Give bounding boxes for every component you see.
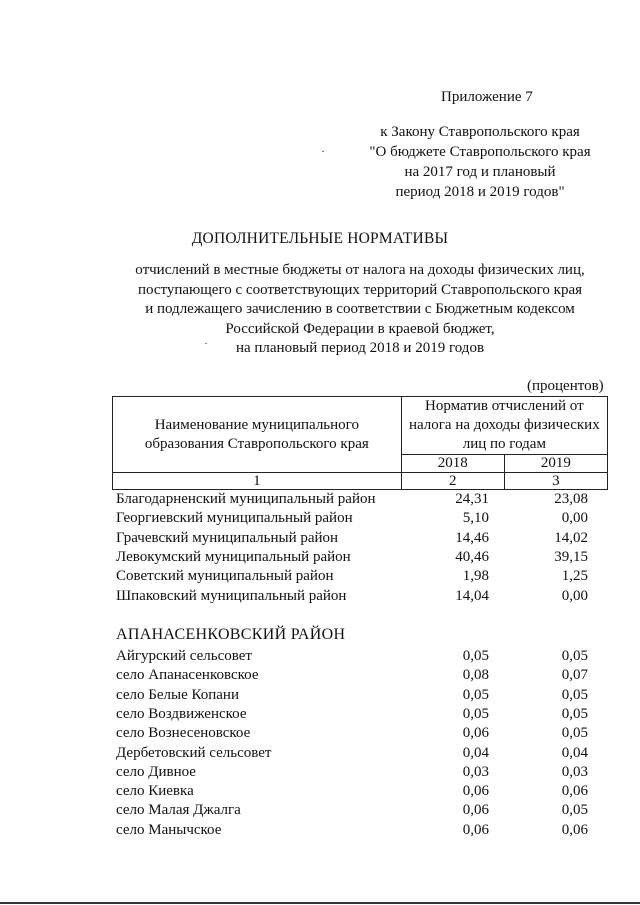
municipality-name: село Киевка — [116, 783, 194, 800]
value-2018: 0,05 — [462, 686, 489, 703]
value-2019: 1,25 — [561, 568, 588, 585]
value-2019: 0,04 — [561, 744, 588, 761]
municipality-name: Георгиевский муниципальный район — [116, 510, 353, 527]
value-2018: 0,06 — [462, 802, 489, 819]
header-text: Норматив отчислений от — [425, 398, 584, 414]
municipality-name: село Апанасенковское — [116, 667, 259, 684]
table-row — [0, 783, 640, 803]
table-row — [0, 491, 640, 511]
column-number-2: 2 — [401, 473, 504, 490]
municipality-name: Дербетовский сельсовет — [116, 744, 272, 761]
value-2018: 0,05 — [462, 648, 489, 664]
value-2018: 0,06 — [462, 821, 489, 838]
value-2019: 0,07 — [561, 667, 588, 684]
municipality-name: село Дивное — [116, 763, 196, 780]
value-2018: 14,46 — [455, 529, 489, 546]
value-2018: 0,06 — [462, 783, 489, 800]
value-2018: 5,10 — [462, 510, 489, 527]
subtitle-line: поступающего с соответствующих территорий Ставропольского края — [137, 281, 583, 298]
header-year-2019: 2019 — [504, 455, 607, 473]
municipality-name: Благодарненский муниципальный район — [116, 491, 376, 507]
table-row — [0, 667, 640, 687]
municipality-name: Левокумский муниципальный район — [116, 548, 351, 565]
municipality-name: Советский муниципальный район — [116, 568, 334, 585]
table-row — [0, 549, 640, 569]
appendix-line: к Закону Ставропольского края — [380, 124, 580, 140]
value-2019: 14,02 — [554, 529, 588, 546]
value-2019: 0,05 — [561, 802, 588, 819]
document-subtitle — [100, 261, 620, 359]
value-2019: 0,05 — [561, 705, 588, 722]
table-row — [0, 802, 640, 822]
appendix-line: "О бюджете Ставропольского края — [369, 144, 591, 160]
value-2018: 0,03 — [462, 763, 489, 780]
municipality-name: село Вознесеновское — [116, 725, 251, 742]
header-text: налога на доходы физических — [408, 417, 600, 433]
value-2019: 39,15 — [554, 548, 588, 565]
municipality-name: село Манычское — [116, 821, 222, 838]
header-text: лиц по годам — [462, 436, 546, 452]
table-row — [0, 725, 640, 745]
header-norm-column — [401, 397, 607, 455]
value-2018: 0,04 — [462, 744, 489, 761]
table-row — [0, 588, 640, 608]
subtitle-line: на плановый период 2018 и 2019 годов — [235, 340, 485, 356]
value-2018: 24,31 — [455, 491, 489, 507]
appendix-title: Приложение 7 — [441, 89, 533, 105]
value-2019: 0,03 — [561, 763, 588, 780]
municipality-name: село Воздвиженское — [116, 705, 247, 722]
value-2019: 0,00 — [561, 510, 588, 527]
table-row — [0, 530, 640, 550]
municipality-name: село Малая Джалга — [116, 802, 241, 819]
table-row — [0, 568, 640, 588]
municipality-name: Грачевский муниципальный район — [116, 529, 339, 546]
appendix-lines — [360, 122, 600, 202]
table-row — [0, 706, 640, 726]
value-2019: 23,08 — [554, 491, 588, 507]
value-2018: 14,04 — [455, 587, 489, 604]
table-header — [112, 396, 608, 490]
header-text: образования Ставропольского края — [144, 435, 369, 452]
table-row — [0, 648, 640, 668]
value-2019: 0,05 — [561, 725, 588, 742]
header-name-column — [113, 397, 402, 473]
section-title: АПАНАСЕНКОВСКИЙ РАЙОН — [116, 626, 346, 643]
table-row — [0, 822, 640, 842]
column-number-3: 3 — [504, 473, 607, 490]
table-row — [0, 745, 640, 765]
value-2019: 0,00 — [561, 587, 588, 604]
value-2019: 0,05 — [561, 686, 588, 703]
page-edge-line — [0, 902, 640, 904]
table-row — [0, 687, 640, 707]
value-2019: 0,05 — [561, 648, 588, 664]
value-2019: 0,06 — [561, 783, 588, 800]
value-2019: 0,06 — [561, 821, 588, 838]
document-title: ДОПОЛНИТЕЛЬНЫЕ НОРМАТИВЫ — [191, 230, 449, 247]
appendix-line: период 2018 и 2019 годов" — [395, 184, 565, 200]
scan-speck — [322, 151, 324, 152]
header-text: Наименование муниципального — [154, 416, 359, 433]
scan-speck — [205, 343, 207, 344]
subtitle-line: отчислений в местные бюджеты от налога на доходы физических лиц, — [135, 262, 585, 278]
table-row — [0, 510, 640, 530]
unit-label: (процентов) — [527, 378, 604, 394]
municipality-name: село Белые Копани — [116, 686, 239, 703]
subtitle-line: Российской Федерации в краевой бюджет, — [225, 320, 495, 337]
value-2018: 1,98 — [462, 568, 489, 585]
table-row — [0, 764, 640, 784]
header-year-2018: 2018 — [401, 455, 504, 473]
municipality-name: Айгурский сельсовет — [116, 648, 252, 664]
value-2018: 0,08 — [462, 667, 489, 684]
municipality-name: Шпаковский муниципальный район — [116, 587, 347, 604]
value-2018: 40,46 — [455, 548, 489, 565]
subtitle-line: и подлежащего зачислению в соответствии с Бюджетным кодексом — [145, 301, 575, 317]
column-number-1: 1 — [113, 473, 402, 490]
appendix-line: на 2017 год и плановый — [404, 164, 556, 180]
value-2018: 0,06 — [462, 725, 489, 742]
value-2018: 0,05 — [462, 705, 489, 722]
